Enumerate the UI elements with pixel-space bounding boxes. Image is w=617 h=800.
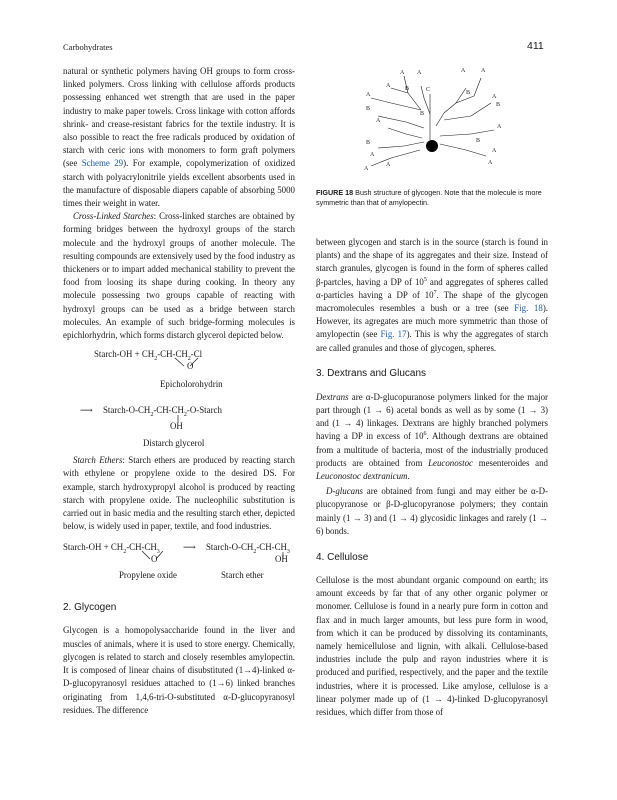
- left-column: [63, 65, 295, 717]
- section-heading-glycogen: 2. Glycogen: [63, 602, 117, 614]
- node-label: A: [400, 70, 405, 76]
- node-label: B: [405, 86, 410, 92]
- node-label: A: [497, 124, 502, 130]
- node-label: B: [496, 102, 501, 108]
- eq1-reactants: Starch-OH + $CH_2-CH-CH_2-Cl$: [94, 349, 203, 363]
- text: ). For example, copolymerization of oxidized starch with polyacrylonitrile yields excellent absorbents used in the manufacture of disposable diapers capable of absorbing 5000 times their weight in water.: [63, 158, 296, 209]
- starch-ether-label: Starch ether: [221, 570, 264, 581]
- branch-lines: [371, 76, 494, 166]
- text: natural or synthetic polymers having OH groups to form cross-linked polymers. Cross linking with cellulose affords products possessing enhanced wet strength that are used in the paper industry to make paper towels. Cross linkage with cotton affords shrink- and crease-resistant fabrics for the textile industry. It is also possible to react the free radicals produced by oxidation of starch with ceric ions with monomers to form graft polymers (see: [63, 66, 295, 169]
- running-title: Carbohydrates: [63, 42, 113, 52]
- node-label: A: [461, 68, 466, 74]
- scheme-29-link[interactable]: Scheme 29: [81, 158, 124, 169]
- subsection-title: Cross-Linked Starches: [73, 211, 154, 222]
- reducing-end-node: [426, 140, 438, 152]
- hydroxyl-group: OH: [275, 554, 288, 565]
- distarch-glycerol-label: Distarch glycerol: [143, 438, 205, 449]
- reaction-arrow: ⟶: [183, 542, 196, 553]
- node-label: A: [370, 152, 375, 158]
- section-heading-dextrans: 3. Dextrans and Glucans: [316, 367, 427, 379]
- node-label: B: [476, 138, 481, 144]
- eq3-product: Starch-$O-CH_2-CH-CH_3$: [206, 542, 290, 556]
- right-column: [316, 236, 548, 719]
- node-label: A: [386, 83, 391, 89]
- node-label: C: [426, 87, 431, 93]
- figure-caption: [316, 188, 550, 207]
- text: : Starch ethers are produced by reacting starch with ethylene or propylene oxide to the desired DS. For example, starch hydroxypropyl alcohol is produced by reacting starch with propylene oxide. The nucleophilic substitution is carried out in basic media and the resulting starch ether, depicted below, is widely used in paper, textile, and food industries.: [63, 455, 295, 532]
- node-label: A: [492, 94, 497, 100]
- section-heading-cellulose: 4. Cellulose: [316, 552, 369, 564]
- paragraph-crosslinking: [63, 65, 295, 210]
- paragraph-dextrans: Dextrans are α-D-glucopuranose polymers linked for the major part through (1 → 6) acetal bonds as well as by some (1 → 3) and (1 → 4) linkages. Dextrans are highly branched polymers having a DP in excess of $10^6$. Although dextrans are obtained from a multitude of bacteria, most of the industrially produced products are obtained from Leuconostoc mesenteroides and Leuconostoc dextranicum.: [316, 391, 548, 482]
- paragraph-glucans: D-glucans are obtained from fungi and may either be α-D-plucopyranose or β-D-glucopyranose polymers; they contain mainly (1 → 3) and (1 → 4) glycosidic linkages and rarely (1 → 6) bonds.: [316, 486, 548, 536]
- equation-distarch-glycerol: [63, 404, 295, 450]
- paragraph-glycogen: Glycogen is a homopolysaccharide found in the liver and muscles of animals, where it is used to store energy. Chemically, glycogen is related to starch and closely resembles amylopectin. It is composed of linear chains of disubstituted (1→4)-linked α-D-glucopyranosyl residues attached to (1→6) linked branches originating from 1,4,6-tri-O-substituted α-D-glucopyranosyl residues. The difference: [63, 625, 295, 715]
- term: Dextrans: [316, 391, 349, 402]
- subsection-title: Starch Ethers: [73, 455, 123, 466]
- reaction-arrow: ⟶: [80, 405, 93, 416]
- node-label: A: [417, 70, 422, 76]
- caption-text: Bush structure of glycogen. Note that the molecule is more symmetric than that of amylopectin.: [316, 188, 542, 207]
- paragraph-crosslinked-starches: [63, 210, 295, 342]
- node-label: A: [366, 92, 371, 98]
- paragraph-cellulose: Cellulose is the most abundant organic compound on earth; its amount exceeds by far that of any other organic polymer or monomer. Cellulose is found in a nearly pure form in cotton and flax and in much larger amounts, but less pure form in wood, from which it can be produced by dissolving its contaminants, namely hemicellulose and lignin, with alkali. Cellulose-based industries include the pulp and rayon industries where it is produced and purified, respectively, and the paper and the textile industries, where it is processed. Like amylose, cellulose is a linear polymer made up of (1 → 4)-linked D-glucopyranosyl residues, which differ from those of: [316, 575, 548, 718]
- node-label: B: [366, 140, 371, 146]
- node-label: A: [488, 160, 493, 166]
- node-label: B: [366, 106, 371, 112]
- epoxide-oxygen: O: [187, 361, 194, 372]
- equation-starch-ether: [63, 541, 295, 591]
- paragraph-glycogen-continued: between glycogen and starch is in the source (starch is found in plants) and the shape of its aggregates and their size. Instead of starch granules, glycogen is found in the form of spheres called β-partcles, having a DP of $10^5$ and aggregates of spheres called α-particles having a DP of $10^7$. The shape of the glycogen macromolecules resembles a bush or a tree (see Fig. 18). However, its agregates are much more symmetric than those of amylopectin (see Fig. 17). This is why the aggregates of starch are called granules and those of glycogen, spheres.: [316, 237, 549, 353]
- node-label: A: [492, 148, 497, 154]
- epoxide-oxygen: O: [151, 554, 158, 565]
- page-number: 411: [527, 40, 544, 52]
- hydroxyl-group: OH: [170, 421, 183, 432]
- node-label: B: [420, 111, 425, 117]
- node-label: A: [364, 166, 369, 172]
- figure-label: FIGURE 18: [316, 188, 354, 197]
- eq3-reactants: Starch-OH + $CH_2-CH-CH_3$: [63, 542, 160, 556]
- species-name: Leuconostoc: [428, 457, 473, 468]
- paragraph-starch-ethers: [63, 454, 295, 533]
- node-label: A: [376, 118, 381, 124]
- fig-18-link[interactable]: Fig. 18: [514, 303, 543, 314]
- node-label: A: [481, 68, 486, 74]
- epichlorohydrin-label: Epicholorohydrin: [160, 379, 223, 390]
- equation-epichlorohydrin: [63, 348, 295, 404]
- text: : Cross-linked starches are obtained by forming bridges between the hydroxyl groups of the starch molecule and the hydroxyl groups of another molecule. The resulting compounds are extensively used by the food industry as thickeners or to impart added mechanical stability to prevent the food from loosing its shape during cooking. In theory any molecule possessing two groups capable of reacting with hydroxyl groups can be used as a bridge between starch molecules. An example of such bridge-forming molecules is epichlorhydrin, which forms distarch glycerol depicted below.: [63, 211, 295, 341]
- node-label: A: [386, 162, 391, 168]
- term: D-glucans: [326, 486, 363, 497]
- propylene-oxide-label: Propylene oxide: [119, 570, 177, 581]
- node-label: B: [466, 90, 471, 96]
- node-labels: [364, 68, 502, 172]
- glycogen-bush-diagram: [316, 58, 556, 188]
- eq2-product: Starch-$O-CH_2-CH-CH_2-O$-Starch: [103, 405, 222, 419]
- fig-17-link[interactable]: Fig. 17: [380, 329, 407, 340]
- species-name: Leuconostoc dextranicum: [316, 471, 408, 482]
